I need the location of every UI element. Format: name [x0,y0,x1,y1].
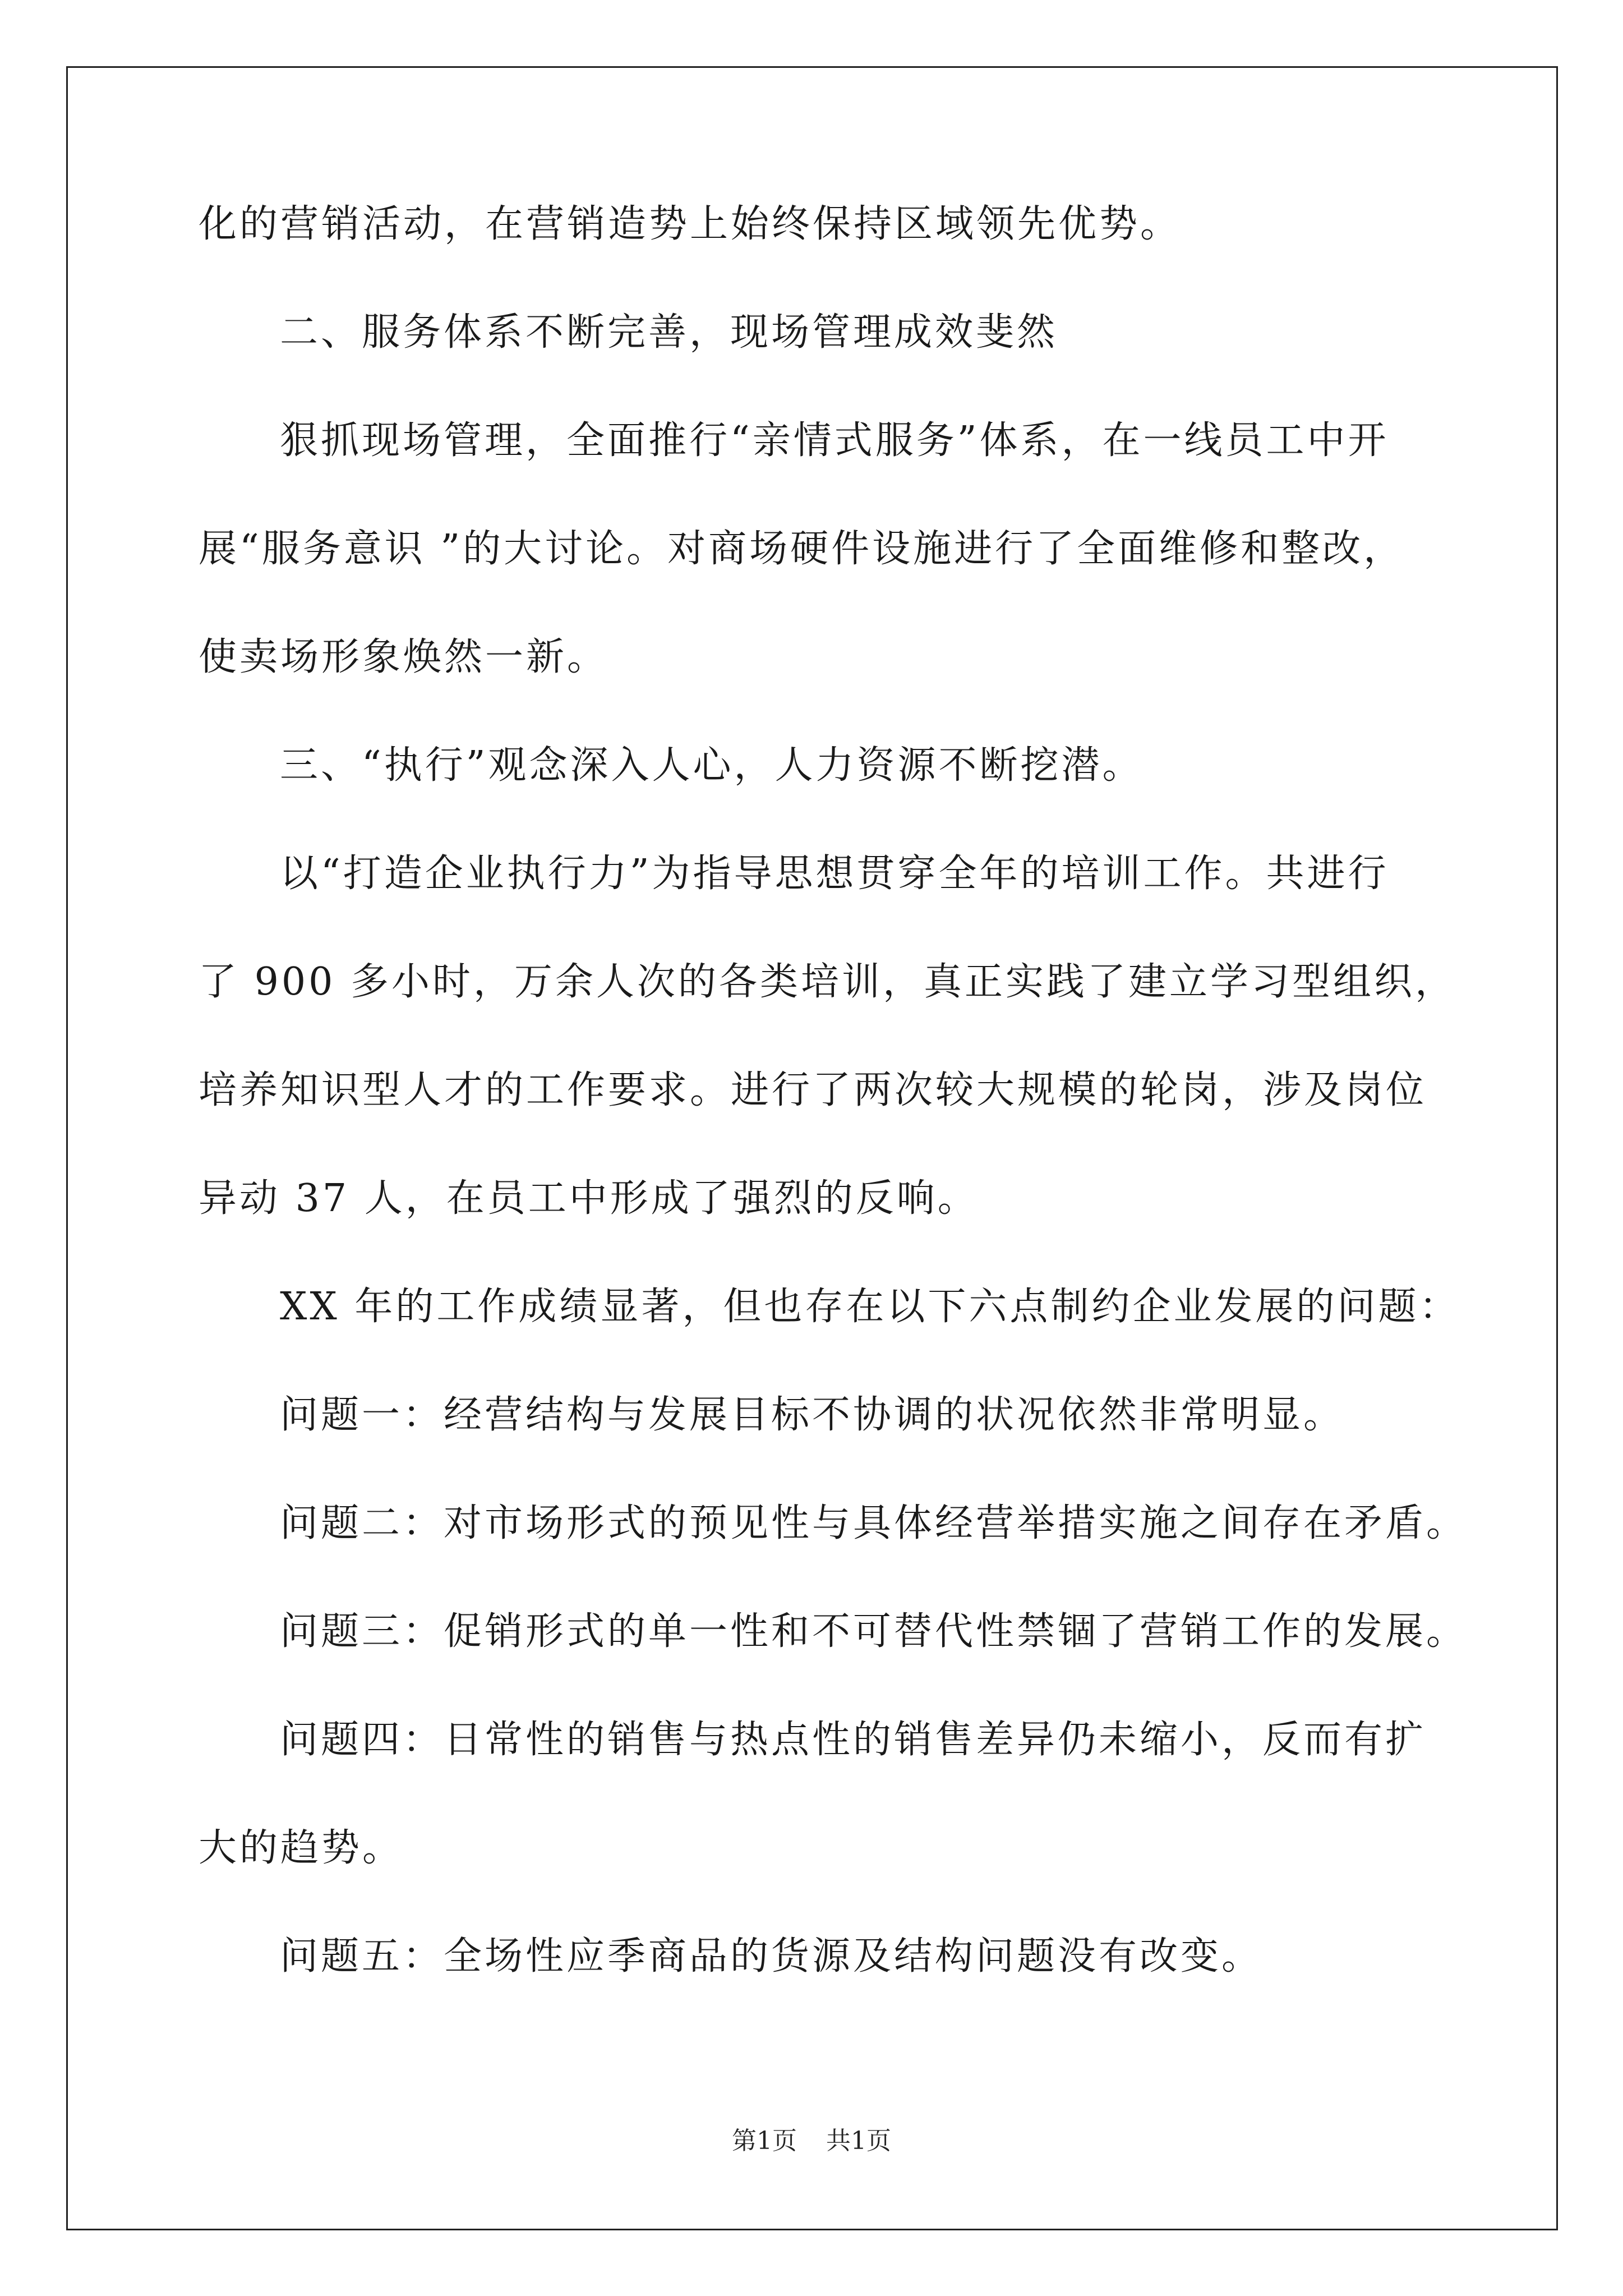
text-line: 展“服务意识 ”的大讨论。对商场硬件设施进行了全面维修和整改， [199,527,1405,571]
text-line: XX 年的工作成绩显著，但也存在以下六点制约企业发展的问题： [280,1285,1460,1329]
text-line: 狠抓现场管理，全面推行“亲情式服务”体系，在一线员工中开 [280,418,1389,463]
problem-item: 问题三：促销形式的单一性和不可替代性禁锢了营销工作的发展。 [280,1609,1468,1654]
section-heading: 二、服务体系不断完善，现场管理成效斐然 [280,310,1058,355]
problem-item: 问题四：日常性的销售与热点性的销售差异仍未缩小，反而有扩 [280,1718,1427,1762]
text-line: 大的趋势。 [199,1826,404,1870]
page-border [66,66,1558,2230]
page-count: 共1页 [826,2127,891,2155]
problem-item: 问题五：全场性应季商品的货源及结构问题没有改变。 [280,1934,1263,1978]
text-line: 使卖场形象焕然一新。 [199,635,608,679]
text-line: 以“打造企业执行力”为指导思想贯穿全年的培训工作。共进行 [280,852,1389,896]
page-footer [0,2124,1623,2158]
problem-item: 问题二：对市场形式的预见性与具体经营举措实施之间存在矛盾。 [280,1501,1468,1545]
section-heading: 三、“执行”观念深入人心，人力资源不断挖潜。 [280,743,1144,788]
text-line: 化的营销活动，在营销造势上始终保持区域领先优势。 [199,202,1182,246]
text-line: 了 900 多小时，万余人次的各类培训，真正实践了建立学习型组织， [199,960,1456,1004]
page-number: 第1页 [732,2127,797,2155]
text-line: 异动 37 人，在员工中形成了强烈的反响。 [199,1176,979,1221]
problem-item: 问题一：经营结构与发展目标不协调的状况依然非常明显。 [280,1393,1345,1437]
text-line: 培养知识型人才的工作要求。进行了两次较大规模的轮岗，涉及岗位 [199,1068,1427,1112]
